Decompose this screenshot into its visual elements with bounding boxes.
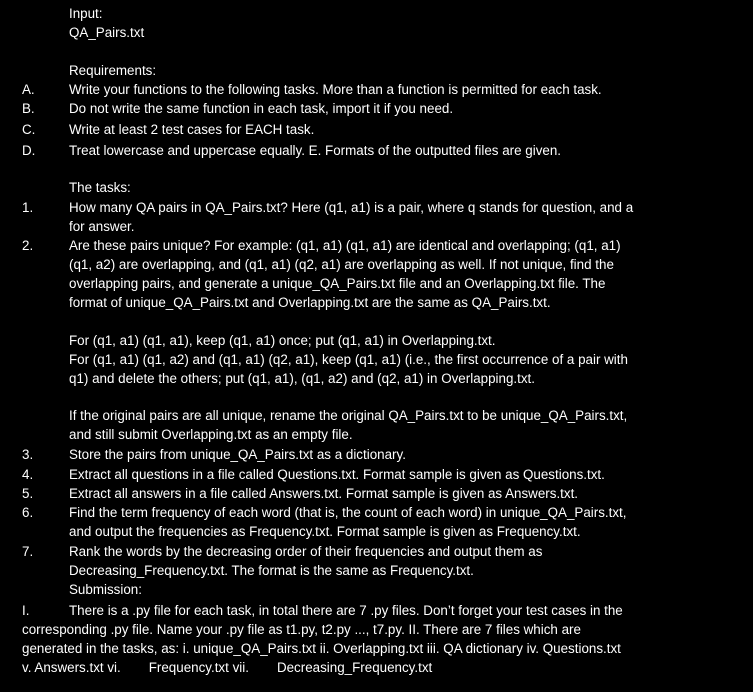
task-1-line: How many QA pairs in QA_Pairs.txt? Here (q1, a1) is a pair, where q stands for question, and a [69,200,634,215]
submission-line: corresponding .py file. Name your .py file as t1.py, t2.py ..., t7.py. II. There are 7 files which are [22,622,581,637]
requirements-heading: Requirements: [69,63,157,78]
req-marker-b: B. [22,101,35,116]
task-3-line: Store the pairs from unique_QA_Pairs.txt as a dictionary. [69,447,406,462]
submission-marker: I. [22,603,30,618]
submission-last-line [22,658,432,678]
task-6-marker: 6. [22,505,34,520]
task-2-example-line: For (q1, a1) (q1, a2) and (q1, a1) (q2, a1), keep (q1, a1) (i.e., the first occurrence of a pair with [69,352,628,367]
req-marker-c: C. [22,122,36,137]
task-2-example-line: For (q1, a1) (q1, a1), keep (q1, a1) once; put (q1, a1) in Overlapping.txt. [69,333,496,348]
submission-heading: Submission: [69,582,142,597]
submission-last-c: Decreasing_Frequency.txt [276,660,433,675]
submission-last-b: Frequency.txt vii. [148,660,249,675]
req-text-b: Do not write the same function in each task, import it if you need. [69,101,454,116]
task-2-example-line: q1) and delete the others; put (q1, a1), (q1, a2) and (q2, a1) in Overlapping.txt. [69,371,535,386]
req-text-d: Treat lowercase and uppercase equally. E. Formats of the outputted files are given. [69,143,562,158]
submission-line: generated in the tasks, as: i. unique_QA_Pairs.txt ii. Overlapping.txt iii. QA dictionary iv. Questions.txt [22,641,621,656]
task-7-marker: 7. [22,544,34,559]
task-2-line: format of unique_QA_Pairs.txt and Overlapping.txt are the same as QA_Pairs.txt. [69,295,551,310]
task-2-line: Are these pairs unique? For example: (q1, a1) (q1, a1) are identical and overlapping; (q1, a1) [69,238,621,253]
task-2-line: (q1, a2) are overlapping, and (q1, a1) (q2, a1) are overlapping as well. If not unique, find the [69,257,614,272]
task-5-line: Extract all answers in a file called Answers.txt. Format sample is given as Answers.txt. [69,486,579,501]
req-text-a: Write your functions to the following tasks. More than a function is permitted for each task. [69,82,602,97]
req-text-c: Write at least 2 test cases for EACH task. [69,122,315,137]
task-7-line: Decreasing_Frequency.txt. The format is the same as Frequency.txt. [69,563,474,578]
req-marker-d: D. [22,143,36,158]
task-1-line: for answer. [69,219,135,234]
tasks-heading: The tasks: [69,180,131,195]
input-heading: Input: [69,6,103,21]
submission-last-a: v. Answers.txt vi. [22,660,121,675]
task-1-marker: 1. [22,200,34,215]
input-file: QA_Pairs.txt [69,25,145,40]
task-3-marker: 3. [22,447,34,462]
req-marker-a: A. [22,82,35,97]
task-2-unique-note: and still submit Overlapping.txt as an empty file. [69,427,353,442]
task-5-marker: 5. [22,486,34,501]
task-4-line: Extract all questions in a file called Questions.txt. Format sample is given as Questions.txt. [69,467,605,482]
task-6-line: and output the frequencies as Frequency.txt. Format sample is given as Frequency.txt. [69,524,581,539]
submission-first-line: There is a .py file for each task, in total there are 7 .py files. Don’t forget your test cases in the [69,603,623,618]
task-2-unique-note: If the original pairs are all unique, rename the original QA_Pairs.txt to be unique_QA_Pairs.txt, [69,408,628,423]
task-6-line: Find the term frequency of each word (that is, the count of each word) in unique_QA_Pairs.txt, [69,505,627,520]
task-2-marker: 2. [22,238,34,253]
task-2-line: overlapping pairs, and generate a unique_QA_Pairs.txt file and an Overlapping.txt file. The [69,276,606,291]
task-4-marker: 4. [22,467,34,482]
task-7-line: Rank the words by the decreasing order of their frequencies and output them as [69,544,543,559]
